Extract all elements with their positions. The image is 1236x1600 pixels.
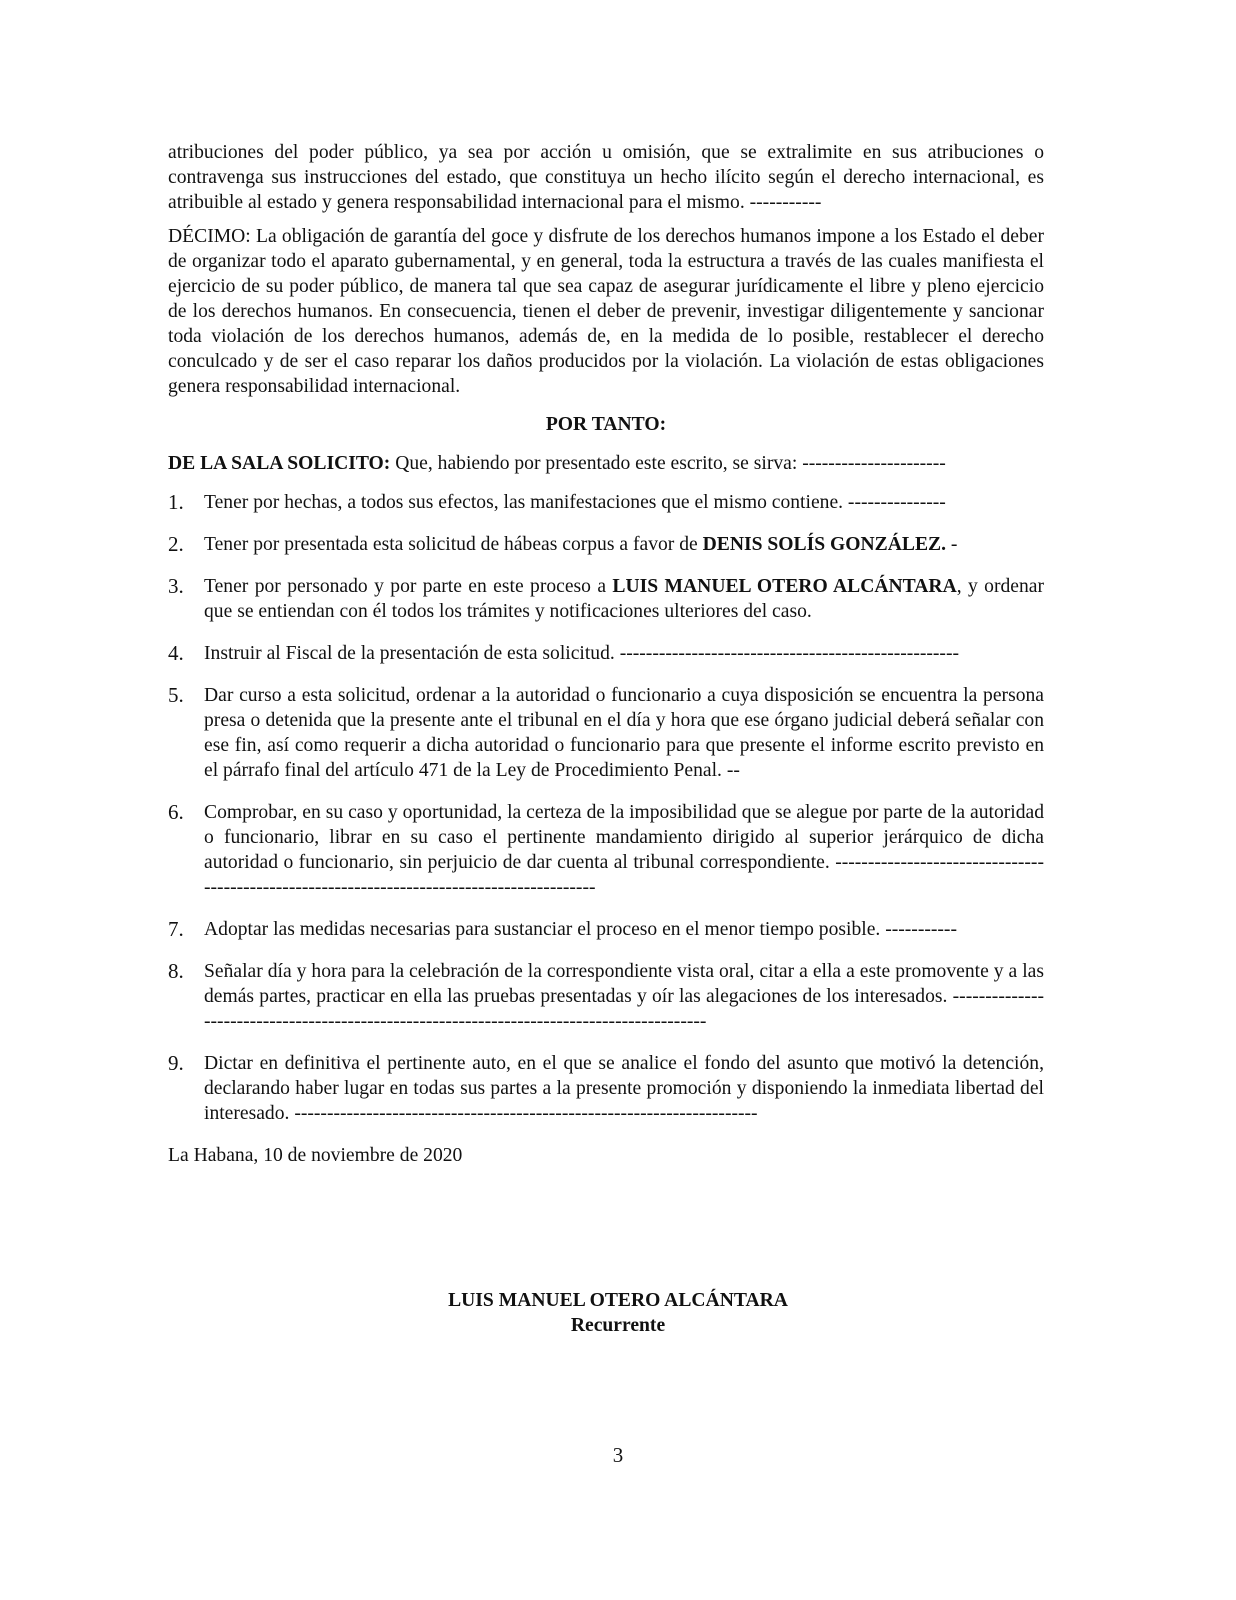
list-item <box>168 1051 1044 1126</box>
item-text: Adoptar las medidas necesarias para sustanciar el proceso en el menor tiempo posible. ----------- <box>204 919 957 940</box>
item-text: Comprobar, en su caso y oportunidad, la certeza de la imposibilidad que se alegue por parte de la autoridad o funcionario, librar en su caso el pertinente mandamiento dirigido al superior jerárquico de dicha autoridad o funcionario, sin perjuicio de dar cuenta al tribunal correspondiente. -------------------------------------------------------------------------------------------- <box>204 802 1044 898</box>
list-item <box>168 641 1044 666</box>
item-number: 9. <box>168 1051 184 1075</box>
item-number: 5. <box>168 683 184 707</box>
item-text: Tener por personado y por parte en este proceso a LUIS MANUEL OTERO ALCÁNTARA, y ordenar que se entiendan con él todos los trámites y notificaciones ulteriores del caso. <box>204 576 1045 622</box>
paragraph-decimo: DÉCIMO: La obligación de garantía del goce y disfrute de los derechos humanos impone a los Estado el deber de organizar todo el aparato gubernamental, y en general, toda la estructura a través de las cuales manifiesta el ejercicio de su poder público, de manera tal que sea capaz de asegurar jurídicamente el libre y pleno ejercicio de los derechos humanos. En consecuencia, tienen el deber de prevenir, investigar diligentemente y sancionar toda violación de los derechos humanos, además de, en la medida de lo posible, restablecer el derecho conculcado y de ser el caso reparar los daños producidos por la violación. La violación de estas obligaciones genera responsabilidad internacional. <box>168 226 1044 397</box>
page-number: 3 <box>612 1443 624 1467</box>
item-number: 1. <box>168 490 184 514</box>
list-item <box>168 800 1044 900</box>
por-tanto-heading: POR TANTO: <box>545 414 667 435</box>
document-body <box>168 140 1044 1168</box>
item-text: Dar curso a esta solicitud, ordenar a la autoridad o funcionario a cuya disposición se encuentra la persona presa o detenida que la presente ante el tribunal en el día y hora que ese órgano judicial deberá señalar con ese fin, así como requerir a dicha autoridad o funcionario para que presente el informe escrito previsto en el párrafo final del artículo 471 de la Ley de Procedimiento Penal. -- <box>204 685 1044 781</box>
item-text: Dictar en definitiva el pertinente auto, en el que se analice el fondo del asunto que motivó la detención, declarando haber lugar en todas sus partes a la presente promoción y disponiendo la inmediata libertad del interesado. ----------------------------------------------------------------------- <box>204 1053 1044 1124</box>
item-number: 2. <box>168 532 184 556</box>
item-number: 6. <box>168 800 184 824</box>
list-item <box>168 532 1044 557</box>
item-text: Tener por hechas, a todos sus efectos, las manifestaciones que el mismo contiene. --------------- <box>204 492 946 513</box>
item-number: 7. <box>168 917 184 941</box>
beneficiary-name: DENIS SOLÍS GONZÁLEZ. <box>702 534 946 555</box>
list-item <box>168 490 1044 515</box>
item-number: 4. <box>168 641 184 665</box>
item-number: 8. <box>168 959 184 983</box>
item-text: Señalar día y hora para la celebración de la correspondiente vista oral, citar a ella a este promovente y a las demás partes, practicar en ella las pruebas presentadas y oír las alegaciones de los interesados. ------------------------------------------------------------------------------------------- <box>204 961 1044 1032</box>
solicito-bold: DE LA SALA SOLICITO: <box>168 453 391 474</box>
signature-name: LUIS MANUEL OTERO ALCÁNTARA <box>448 1290 788 1311</box>
signature-block <box>0 1288 1236 1338</box>
list-item <box>168 574 1044 624</box>
item-text: Tener por presentada esta solicitud de hábeas corpus a favor de DENIS SOLÍS GONZÁLEZ. - <box>204 534 958 555</box>
list-item <box>168 917 1044 942</box>
item-number: 3. <box>168 574 184 598</box>
requests-list <box>168 490 1044 1126</box>
item-text: Instruir al Fiscal de la presentación de esta solicitud. ---------------------------------------------------- <box>204 643 959 664</box>
signature-role: Recurrente <box>570 1315 666 1336</box>
list-item <box>168 683 1044 783</box>
solicito-text: Que, habiendo por presentado este escrito, se sirva: ---------------------- <box>390 453 946 474</box>
paragraph-intro: atribuciones del poder público, ya sea por acción u omisión, que se extralimite en sus atribuciones o contravenga sus instrucciones del estado, que constituya un hecho ilícito según el derecho internacional, es atribuible al estado y genera responsabilidad internacional para el mismo. ----------- <box>168 142 1044 213</box>
petitioner-name: LUIS MANUEL OTERO ALCÁNTARA <box>612 576 957 597</box>
list-item <box>168 959 1044 1034</box>
solicito-paragraph <box>168 451 1044 476</box>
place-date: La Habana, 10 de noviembre de 2020 <box>168 1145 463 1166</box>
